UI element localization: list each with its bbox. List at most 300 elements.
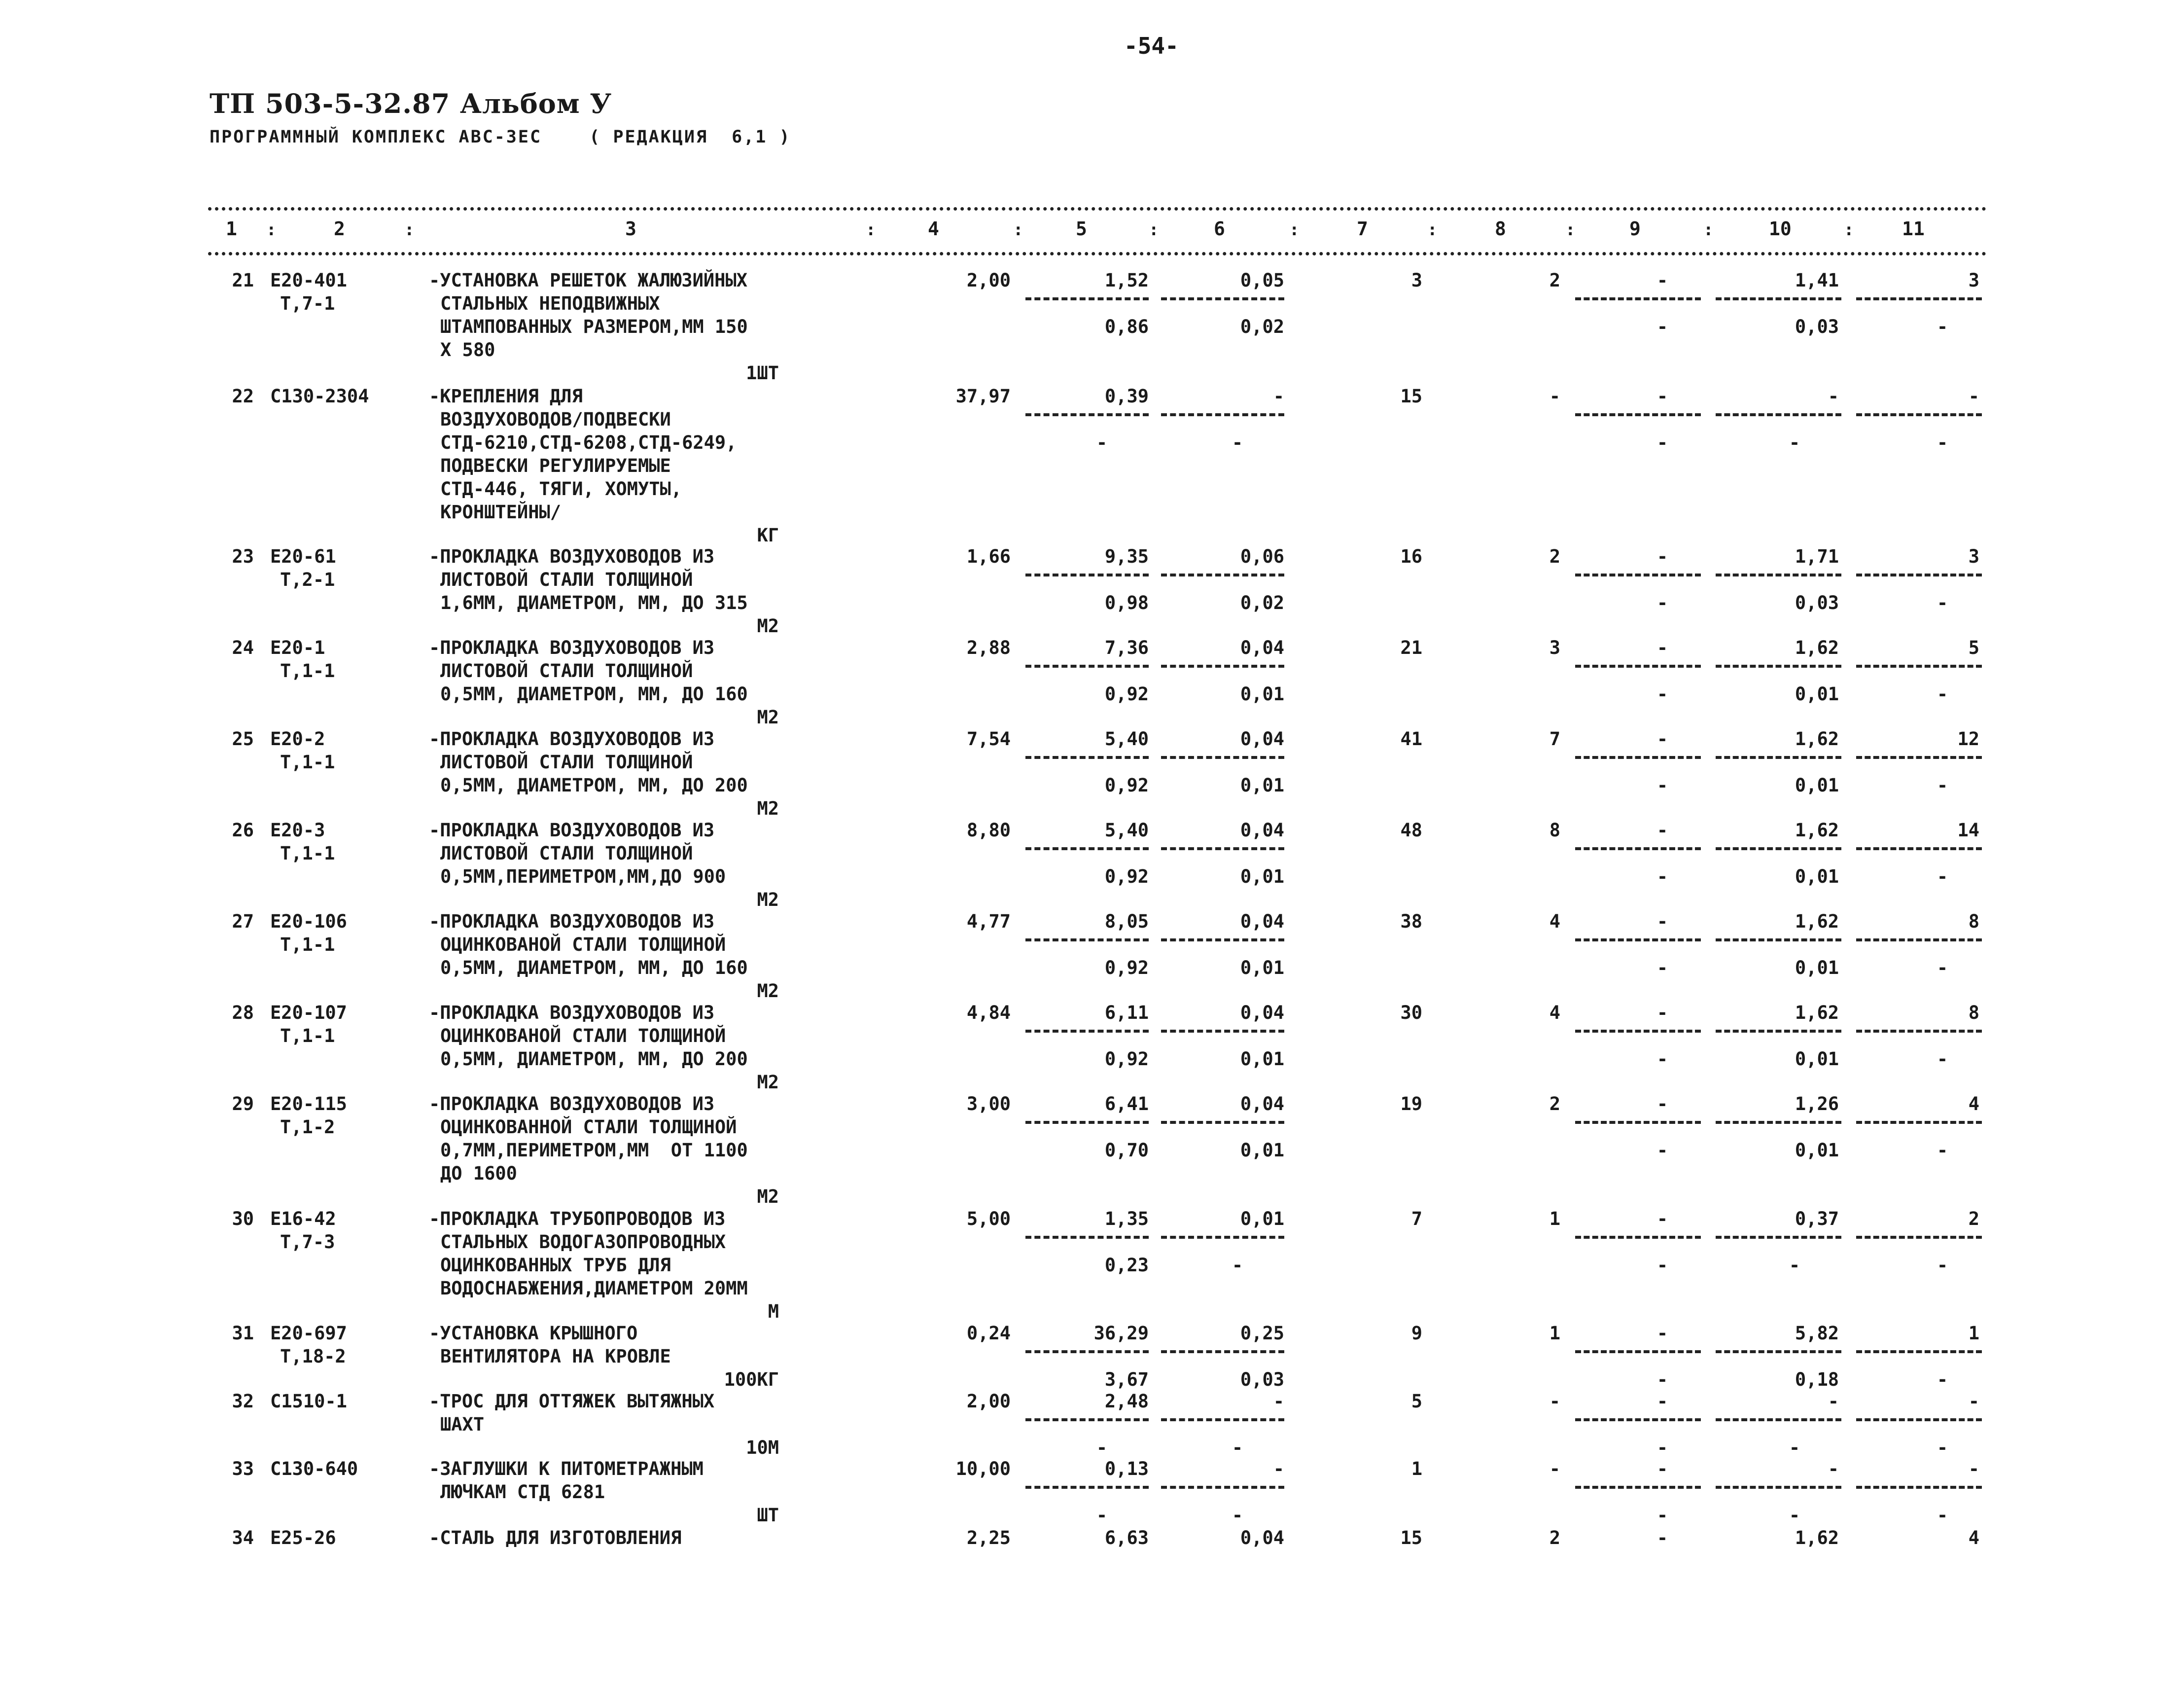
column-9-sub-value: - [1656,866,1668,887]
price-code: Е25-26 [270,1527,336,1548]
document-subtitle: ПРОГРАММНЫЙ КОМПЛЕКС АВС-ЗЕС ( РЕДАКЦИЯ 6,1 ) [210,127,791,147]
column-6-sub-value: 0,01 [1240,1140,1284,1161]
divider-dashes [1161,1236,1284,1239]
divider-dashes [1856,847,1982,850]
divider-dashes [1856,665,1982,668]
column-9-value: - [1656,546,1668,567]
column-6-sub-value: - [1232,1255,1243,1276]
column-separator: : [1703,220,1714,240]
divider-dashes [1161,1486,1284,1489]
divider-dashes [1575,574,1701,576]
column-8-value: 2 [1549,270,1560,291]
price-code: Е20-3 [270,820,325,841]
unit-cost-value: 36,29 [1093,1323,1149,1344]
price-code: Е20-61 [270,546,336,567]
divider-dashes [1575,756,1701,759]
column-10-sub-value: 0,01 [1795,1140,1839,1161]
item-number: 32 [232,1391,254,1412]
unit-cost-value: 1,52 [1104,270,1149,291]
column-separator: : [404,220,415,240]
column-separator: : [1013,220,1023,240]
work-description: ОЦИНКОВАННЫХ ТРУБ ДЛЯ [440,1255,671,1276]
column-11-value: 1 [1968,1323,1979,1344]
divider-dashes [1716,756,1841,759]
unit-of-measure: М2 [757,980,779,1002]
divider-dashes [1575,1030,1701,1033]
column-11-value: 8 [1968,911,1979,932]
work-description: ДО 1600 [440,1163,517,1184]
column-7-value: 19 [1400,1093,1422,1114]
divider-dashes [1025,938,1149,941]
column-9-value: - [1656,911,1668,932]
column-10-value: 5,82 [1795,1323,1839,1344]
work-description: ЛИСТОВОЙ СТАЛИ ТОЛЩИНОЙ [440,752,693,773]
price-code: Т,7-1 [280,293,335,314]
column-9-value: - [1656,637,1668,658]
column-11-value: 4 [1968,1527,1979,1548]
column-header: 6 [1214,218,1225,240]
work-description: -ЗАГЛУШКИ К ПИТОМЕТРАЖНЫМ [429,1458,704,1479]
item-number: 34 [232,1527,254,1548]
item-number: 22 [232,386,254,407]
column-7-value: 30 [1400,1002,1422,1023]
column-header: 2 [334,218,345,240]
price-code: Т,18-2 [280,1346,346,1367]
price-code: Е16-42 [270,1208,336,1229]
column-7-value: 38 [1400,911,1422,932]
column-separator: : [1844,220,1854,240]
divider-dashes [1161,1418,1284,1421]
unit-of-measure: ШТ [757,1505,779,1526]
work-description: СТД-6210,СТД-6208,СТД-6249, [440,432,737,453]
column-9-value: - [1656,1208,1668,1229]
column-11-value: 3 [1968,270,1979,291]
divider-dashes [1025,1418,1149,1421]
work-description: 0,5ММ, ДИАМЕТРОМ, ММ, ДО 160 [440,683,748,705]
work-description: СТАЛЬНЫХ НЕПОДВИЖНЫХ [440,293,660,314]
column-10-value: 1,62 [1795,728,1839,750]
work-description: ЛИСТОВОЙ СТАЛИ ТОЛЩИНОЙ [440,843,693,864]
divider-dashes [1161,1350,1284,1353]
price-code: С130-640 [270,1458,358,1479]
unit-cost-sub-value: 0,92 [1104,683,1149,705]
divider-dashes [1856,1486,1982,1489]
column-9-sub-value: - [1656,1140,1668,1161]
work-description: -ПРОКЛАДКА ВОЗДУХОВОДОВ ИЗ [429,637,715,658]
column-6-value: - [1273,386,1284,407]
divider-dashes [1161,413,1284,416]
column-10-sub-value: - [1789,1505,1800,1526]
unit-cost-value: 6,63 [1104,1527,1149,1548]
unit-cost-value: 1,35 [1104,1208,1149,1229]
divider-dashes [1161,574,1284,576]
work-description: -ПРОКЛАДКА ВОЗДУХОВОДОВ ИЗ [429,1093,715,1114]
work-description: ШТАМПОВАННЫХ РАЗМЕРОМ,ММ 150 [440,316,748,337]
column-8-value: - [1549,1458,1560,1479]
divider-dashes [1716,847,1841,850]
column-11-sub-value: - [1937,432,1948,453]
divider-dashes [1856,413,1982,416]
divider-dashes [1856,1350,1982,1353]
column-11-sub-value: - [1937,683,1948,705]
divider-dashes [1716,938,1841,941]
quantity-value: 2,00 [966,1391,1011,1412]
work-description: ШАХТ [440,1414,485,1435]
item-number: 31 [232,1323,254,1344]
unit-cost-value: 2,48 [1104,1391,1149,1412]
column-6-sub-value: 0,01 [1240,957,1284,978]
divider-dashes [1025,1350,1149,1353]
column-10-value: 1,62 [1795,911,1839,932]
column-10-value: 1,62 [1795,1002,1839,1023]
divider-dashes [1716,1418,1841,1421]
divider-dashes [1856,1030,1982,1033]
divider-dashes [1575,1121,1701,1124]
quantity-value: 0,24 [966,1323,1011,1344]
quantity-value: 8,80 [966,820,1011,841]
unit-cost-sub-value: 0,23 [1104,1255,1149,1276]
price-code: Т,1-1 [280,1025,335,1046]
column-6-sub-value: 0,01 [1240,1048,1284,1070]
unit-of-measure: 100КГ [724,1369,779,1390]
column-8-value: 1 [1549,1208,1560,1229]
work-description: ЛИСТОВОЙ СТАЛИ ТОЛЩИНОЙ [440,569,693,590]
column-header: 1 [226,218,237,240]
table-top-rule [208,207,1987,211]
table-header-rule [208,252,1987,255]
divider-dashes [1716,1350,1841,1353]
unit-cost-value: 9,35 [1104,546,1149,567]
column-8-value: 3 [1549,637,1560,658]
unit-of-measure: М [768,1301,779,1322]
divider-dashes [1575,1486,1701,1489]
work-description: -УСТАНОВКА КРЫШНОГО [429,1323,638,1344]
column-11-sub-value: - [1937,592,1948,613]
column-header: 3 [625,218,636,240]
item-number: 25 [232,728,254,750]
column-7-value: 21 [1400,637,1422,658]
unit-cost-sub-value: 0,86 [1104,316,1149,337]
column-separator: : [866,220,876,240]
work-description: -ТРОС ДЛЯ ОТТЯЖЕК ВЫТЯЖНЫХ [429,1391,715,1412]
column-9-sub-value: - [1656,775,1668,796]
column-6-sub-value: 0,01 [1240,775,1284,796]
column-10-value: 1,62 [1795,637,1839,658]
unit-cost-value: 5,40 [1104,820,1149,841]
column-11-sub-value: - [1937,1369,1948,1390]
page-number: -54- [1124,33,1179,59]
column-6-sub-value: 0,02 [1240,592,1284,613]
divider-dashes [1161,1121,1284,1124]
column-10-value: 1,71 [1795,546,1839,567]
work-description: ПОДВЕСКИ РЕГУЛИРУЕМЫЕ [440,455,671,476]
column-11-value: 5 [1968,637,1979,658]
column-header: 4 [928,218,939,240]
item-number: 29 [232,1093,254,1114]
unit-cost-sub-value: 3,67 [1104,1369,1149,1390]
column-11-value: 4 [1968,1093,1979,1114]
divider-dashes [1025,847,1149,850]
column-6-sub-value: - [1232,1505,1243,1526]
divider-dashes [1575,847,1701,850]
unit-of-measure: 1ШТ [746,362,779,384]
column-9-sub-value: - [1656,316,1668,337]
column-9-value: - [1656,270,1668,291]
column-separator: : [1565,220,1576,240]
divider-dashes [1716,413,1841,416]
divider-dashes [1716,1030,1841,1033]
column-9-sub-value: - [1656,1369,1668,1390]
column-10-value: - [1828,1391,1839,1412]
column-10-sub-value: 0,01 [1795,775,1839,796]
column-6-value: - [1273,1391,1284,1412]
item-number: 30 [232,1208,254,1229]
work-description: -ПРОКЛАДКА ВОЗДУХОВОДОВ ИЗ [429,728,715,750]
price-code: Е20-2 [270,728,325,750]
unit-of-measure: М2 [757,1186,779,1207]
price-code: Е20-106 [270,911,347,932]
price-code: Е20-401 [270,270,347,291]
document-title: ТП 503-5-32.87 Альбом У [210,88,612,119]
price-code: Т,1-1 [280,660,335,682]
divider-dashes [1856,1236,1982,1239]
work-description: 0,5ММ,ПЕРИМЕТРОМ,ММ,ДО 900 [440,866,726,887]
column-10-sub-value: - [1789,432,1800,453]
column-10-value: 1,26 [1795,1093,1839,1114]
quantity-value: 4,77 [966,911,1011,932]
column-11-value: 3 [1968,546,1979,567]
divider-dashes [1856,938,1982,941]
work-description: -КРЕПЛЕНИЯ ДЛЯ [429,386,583,407]
divider-dashes [1575,665,1701,668]
divider-dashes [1716,1236,1841,1239]
item-number: 23 [232,546,254,567]
column-8-value: 1 [1549,1323,1560,1344]
divider-dashes [1025,413,1149,416]
column-11-value: 14 [1957,820,1979,841]
divider-dashes [1716,665,1841,668]
column-8-value: - [1549,1391,1560,1412]
column-10-sub-value: 0,18 [1795,1369,1839,1390]
item-number: 27 [232,911,254,932]
column-header: 9 [1629,218,1641,240]
unit-cost-value: 7,36 [1104,637,1149,658]
divider-dashes [1161,1030,1284,1033]
divider-dashes [1575,413,1701,416]
column-9-value: - [1656,820,1668,841]
column-10-sub-value: 0,01 [1795,683,1839,705]
column-9-value: - [1656,1527,1668,1548]
divider-dashes [1025,756,1149,759]
column-9-value: - [1656,1323,1668,1344]
work-description: Х 580 [440,339,495,360]
work-description: -ПРОКЛАДКА ВОЗДУХОВОДОВ ИЗ [429,546,715,567]
column-8-value: 2 [1549,1527,1560,1548]
work-description: -ПРОКЛАДКА ВОЗДУХОВОДОВ ИЗ [429,911,715,932]
column-8-value: 2 [1549,1093,1560,1114]
unit-cost-sub-value: 0,92 [1104,957,1149,978]
price-code: Е20-697 [270,1323,347,1344]
column-9-sub-value: - [1656,1048,1668,1070]
column-7-value: 16 [1400,546,1422,567]
column-7-value: 48 [1400,820,1422,841]
divider-dashes [1716,1486,1841,1489]
column-11-sub-value: - [1937,316,1948,337]
divider-dashes [1161,297,1284,300]
item-number: 24 [232,637,254,658]
divider-dashes [1575,1236,1701,1239]
column-6-sub-value: 0,01 [1240,683,1284,705]
divider-dashes [1856,756,1982,759]
quantity-value: 5,00 [966,1208,1011,1229]
column-9-sub-value: - [1656,957,1668,978]
unit-cost-value: 0,39 [1104,386,1149,407]
work-description: СТАЛЬНЫХ ВОДОГАЗОПРОВОДНЫХ [440,1231,726,1253]
column-header: 7 [1357,218,1368,240]
price-code: Т,7-3 [280,1231,335,1253]
work-description: ОЦИНКОВАНОЙ СТАЛИ ТОЛЩИНОЙ [440,1025,726,1046]
work-description: 0,5ММ, ДИАМЕТРОМ, ММ, ДО 200 [440,1048,748,1070]
work-description: КРОНШТЕЙНЫ/ [440,502,562,523]
column-11-sub-value: - [1937,1505,1948,1526]
work-description: ЛИСТОВОЙ СТАЛИ ТОЛЩИНОЙ [440,660,693,682]
column-11-value: 2 [1968,1208,1979,1229]
column-11-sub-value: - [1937,1140,1948,1161]
unit-of-measure: М2 [757,798,779,819]
column-6-value: 0,01 [1240,1208,1284,1229]
divider-dashes [1575,938,1701,941]
work-description: ВОДОСНАБЖЕНИЯ,ДИАМЕТРОМ 20ММ [440,1278,748,1299]
column-9-sub-value: - [1656,592,1668,613]
column-6-sub-value: 0,02 [1240,316,1284,337]
divider-dashes [1856,1418,1982,1421]
column-separator: : [1289,220,1300,240]
quantity-value: 10,00 [955,1458,1011,1479]
quantity-value: 7,54 [966,728,1011,750]
unit-cost-sub-value: - [1096,1505,1108,1526]
divider-dashes [1025,574,1149,576]
column-6-sub-value: 0,03 [1240,1369,1284,1390]
unit-of-measure: М2 [757,1072,779,1093]
column-11-sub-value: - [1937,1048,1948,1070]
column-10-value: 1,62 [1795,820,1839,841]
column-header: 5 [1076,218,1087,240]
unit-of-measure: М2 [757,615,779,637]
unit-cost-sub-value: 0,70 [1104,1140,1149,1161]
column-8-value: 7 [1549,728,1560,750]
column-6-value: 0,25 [1240,1323,1284,1344]
column-6-value: 0,04 [1240,728,1284,750]
column-10-sub-value: - [1789,1437,1800,1458]
column-header: 11 [1902,218,1925,240]
divider-dashes [1161,938,1284,941]
column-10-sub-value: 0,03 [1795,592,1839,613]
quantity-value: 2,88 [966,637,1011,658]
work-description: ВОЗДУХОВОДОВ/ПОДВЕСКИ [440,409,671,430]
column-8-value: 4 [1549,911,1560,932]
divider-dashes [1716,574,1841,576]
column-9-value: - [1656,1002,1668,1023]
column-6-sub-value: - [1232,432,1243,453]
column-7-value: 7 [1411,1208,1422,1229]
column-11-value: 12 [1957,728,1979,750]
work-description: 0,7ММ,ПЕРИМЕТРОМ,ММ ОТ 1100 [440,1140,748,1161]
column-11-sub-value: - [1937,866,1948,887]
price-code: Т,1-1 [280,934,335,955]
column-10-value: 1,41 [1795,270,1839,291]
column-9-value: - [1656,728,1668,750]
divider-dashes [1025,297,1149,300]
column-6-sub-value: - [1232,1437,1243,1458]
column-6-value: - [1273,1458,1284,1479]
column-9-value: - [1656,1391,1668,1412]
unit-cost-sub-value: 0,92 [1104,866,1149,887]
divider-dashes [1575,297,1701,300]
column-8-value: - [1549,386,1560,407]
unit-cost-sub-value: 0,92 [1104,775,1149,796]
column-11-value: 8 [1968,1002,1979,1023]
column-10-sub-value: 0,01 [1795,866,1839,887]
column-11-sub-value: - [1937,775,1948,796]
column-8-value: 4 [1549,1002,1560,1023]
work-description: -ПРОКЛАДКА ВОЗДУХОВОДОВ ИЗ [429,1002,715,1023]
unit-cost-sub-value: - [1096,1437,1108,1458]
quantity-value: 3,00 [966,1093,1011,1114]
unit-cost-value: 6,11 [1104,1002,1149,1023]
column-6-value: 0,04 [1240,820,1284,841]
column-10-value: 1,62 [1795,1527,1839,1548]
unit-of-measure: М2 [757,707,779,728]
column-header: 10 [1769,218,1792,240]
column-7-value: 41 [1400,728,1422,750]
column-11-value: - [1968,1391,1979,1412]
quantity-value: 37,97 [955,386,1011,407]
column-9-sub-value: - [1656,432,1668,453]
divider-dashes [1161,756,1284,759]
column-9-value: - [1656,386,1668,407]
divider-dashes [1025,1030,1149,1033]
work-description: 1,6ММ, ДИАМЕТРОМ, ММ, ДО 315 [440,592,748,613]
item-number: 21 [232,270,254,291]
column-separator: : [266,220,277,240]
column-9-sub-value: - [1656,1505,1668,1526]
column-7-value: 15 [1400,1527,1422,1548]
column-6-value: 0,05 [1240,270,1284,291]
work-description: ОЦИНКОВАННОЙ СТАЛИ ТОЛЩИНОЙ [440,1116,737,1138]
divider-dashes [1025,1486,1149,1489]
column-7-value: 3 [1411,270,1422,291]
column-8-value: 8 [1549,820,1560,841]
column-11-sub-value: - [1937,1255,1948,1276]
price-code: Т,2-1 [280,569,335,590]
unit-cost-value: 6,41 [1104,1093,1149,1114]
column-6-value: 0,04 [1240,1093,1284,1114]
column-11-value: - [1968,1458,1979,1479]
work-description: 0,5ММ, ДИАМЕТРОМ, ММ, ДО 200 [440,775,748,796]
column-10-sub-value: 0,01 [1795,957,1839,978]
quantity-value: 4,84 [966,1002,1011,1023]
column-7-value: 15 [1400,386,1422,407]
column-9-sub-value: - [1656,1437,1668,1458]
price-code: Т,1-2 [280,1116,335,1138]
column-7-value: 5 [1411,1391,1422,1412]
column-6-value: 0,04 [1240,911,1284,932]
column-11-value: - [1968,386,1979,407]
unit-cost-value: 8,05 [1104,911,1149,932]
work-description: ВЕНТИЛЯТОРА НА КРОВЛЕ [440,1346,671,1367]
column-10-sub-value: 0,03 [1795,316,1839,337]
price-code: Т,1-1 [280,843,335,864]
